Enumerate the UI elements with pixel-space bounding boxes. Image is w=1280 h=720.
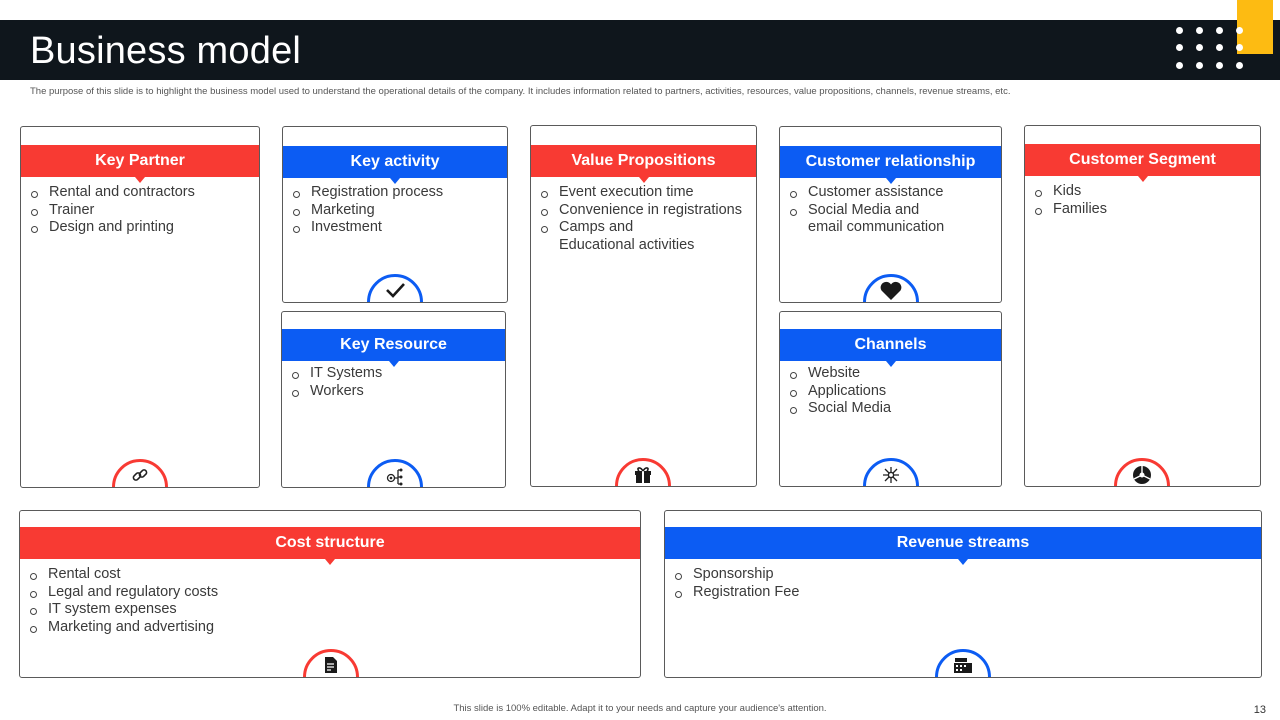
segments-icon: [1114, 465, 1170, 486]
card-header: [780, 329, 1001, 361]
slide-subtitle: The purpose of this slide is to highlight the business model used to understand the operational details of the company. It includes information related to partners, activities, resources, value propositions, channels, revenue streams, etc.: [30, 86, 1011, 97]
list-item: Educational activities: [559, 236, 695, 253]
card-key-resource: [281, 311, 506, 488]
card-cost-structure: [19, 510, 641, 678]
item-list: [31, 184, 195, 237]
card-revenue-streams: [664, 510, 1262, 678]
list-item: Social Media and: [790, 202, 944, 220]
card-title: Customer relationship: [805, 153, 976, 170]
card-title: Key activity: [350, 153, 440, 170]
list-item: Rental and contractors: [31, 184, 195, 202]
card-header: [780, 146, 1001, 178]
slide-footer: This slide is 100% editable. Adapt it to your needs and capture your audience's attention.: [453, 703, 827, 714]
list-item: Registration Fee: [675, 584, 799, 602]
item-list: [30, 566, 218, 636]
list-item: Sponsorship: [675, 566, 799, 584]
list-item: Marketing and advertising: [30, 619, 218, 637]
slide-title: Business model: [30, 30, 302, 72]
list-item: Applications: [790, 383, 891, 401]
card-customer-segment: [1024, 125, 1261, 487]
badge: [1114, 458, 1170, 486]
list-item: Rental cost: [30, 566, 218, 584]
item-list: [292, 365, 382, 400]
list-item: Legal and regulatory costs: [30, 584, 218, 602]
card-title: Channels: [854, 336, 927, 353]
register-icon: [935, 656, 991, 677]
item-list: [293, 184, 443, 237]
page-number: 13: [1253, 704, 1266, 716]
list-item: Event execution time: [541, 184, 742, 202]
card-customer-relationship: [779, 126, 1002, 303]
card-title: Key Resource: [340, 336, 447, 353]
list-item: email communication: [808, 219, 945, 236]
item-list: [541, 184, 742, 254]
list-item: Investment: [293, 219, 443, 237]
list-item: Trainer: [31, 202, 195, 220]
card-title: Customer Segment: [1069, 151, 1216, 168]
item-list: [1035, 183, 1107, 218]
gift-icon: [615, 465, 671, 486]
item-list: [790, 184, 944, 237]
item-list: [675, 566, 799, 601]
heart-icon: [863, 281, 919, 302]
badge: [863, 274, 919, 302]
list-item: Registration process: [293, 184, 443, 202]
badge: [863, 458, 919, 486]
card-title: Cost structure: [275, 534, 385, 551]
list-item: Camps and: [541, 219, 742, 237]
badge: [367, 459, 423, 487]
badge: [935, 649, 991, 677]
card-value-propositions: [530, 125, 757, 487]
card-key-partner: [20, 126, 260, 488]
card-header: [665, 527, 1261, 559]
list-item: Social Media: [790, 400, 891, 418]
card-header: [20, 527, 640, 559]
list-item: Workers: [292, 383, 382, 401]
card-key-activity: [282, 126, 508, 303]
card-header: [282, 329, 505, 361]
network-icon: [367, 466, 423, 487]
document-icon: [303, 656, 359, 677]
list-item: Customer assistance: [790, 184, 944, 202]
list-item: Design and printing: [31, 219, 195, 237]
badge: [112, 459, 168, 487]
card-title: Key Partner: [95, 152, 185, 169]
list-item: IT system expenses: [30, 601, 218, 619]
badge: [367, 274, 423, 302]
dots-decoration: [1172, 22, 1262, 74]
list-item: IT Systems: [292, 365, 382, 383]
card-title: Revenue streams: [896, 534, 1030, 551]
checkmark-icon: [367, 281, 423, 302]
list-item: Marketing: [293, 202, 443, 220]
list-item: Kids: [1035, 183, 1107, 201]
card-header: [531, 145, 756, 177]
list-item: Families: [1035, 201, 1107, 219]
list-item: Convenience in registrations: [541, 202, 742, 220]
card-header: [1025, 144, 1260, 176]
card-title: Value Propositions: [571, 152, 716, 169]
item-list: [790, 365, 891, 418]
card-header: [283, 146, 507, 178]
link-icon: [112, 466, 168, 487]
card-header: [21, 145, 259, 177]
card-channels: [779, 311, 1002, 487]
badge: [303, 649, 359, 677]
hub-icon: [863, 465, 919, 486]
list-item: Website: [790, 365, 891, 383]
badge: [615, 458, 671, 486]
